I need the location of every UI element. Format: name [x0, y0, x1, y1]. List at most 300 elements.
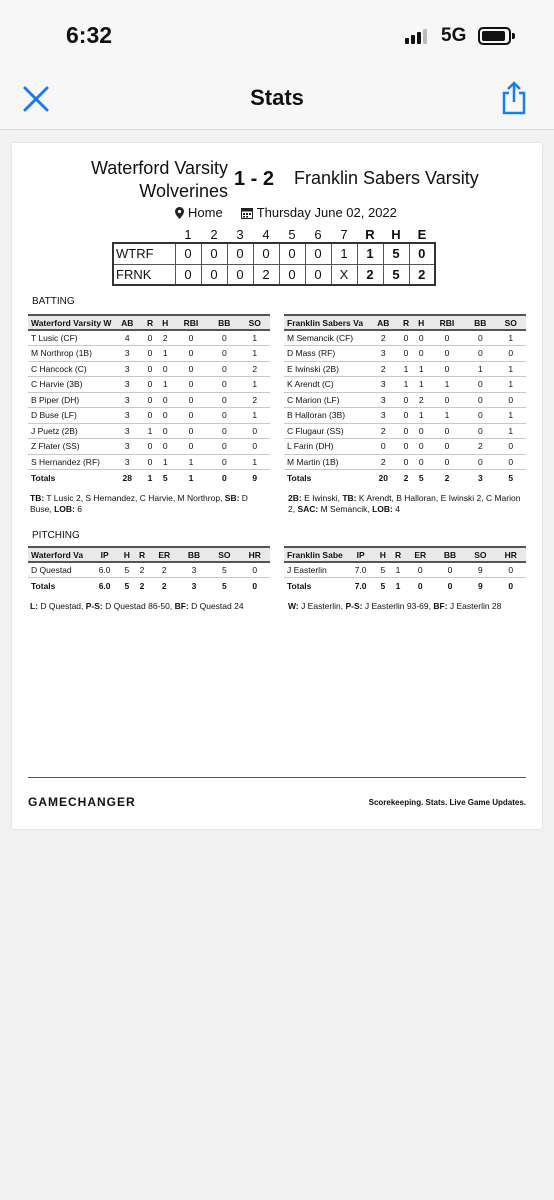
- stat-cell: 0: [414, 454, 429, 470]
- stat-column-header: IP: [90, 547, 119, 562]
- player-row: [284, 330, 526, 346]
- stat-cell: 1: [390, 562, 405, 578]
- player-name: S Hernandez (RF): [28, 454, 112, 470]
- stat-cell: 1: [496, 408, 526, 424]
- stat-cell: 0: [406, 578, 435, 595]
- player-name: M Northrop (1B): [28, 346, 112, 362]
- location-pin-icon: [175, 207, 184, 219]
- pitching-table-away: [284, 546, 526, 595]
- stat-cell: 0: [173, 423, 209, 439]
- player-name: L Farin (DH): [284, 439, 368, 455]
- stat-cell: 2: [368, 454, 398, 470]
- stat-cell: 5: [209, 578, 239, 595]
- stat-cell: 1: [398, 377, 413, 393]
- stat-cell: 5: [119, 578, 134, 595]
- note-label: TB:: [342, 493, 357, 503]
- player-name: Z Flater (SS): [28, 439, 112, 455]
- stat-column-header: BB: [179, 547, 209, 562]
- stat-cell: 3: [112, 377, 142, 393]
- team-column-header: Franklin Sabers Va: [284, 315, 368, 330]
- stat-cell: 0: [465, 392, 495, 408]
- stat-cell: 2: [150, 562, 179, 578]
- player-row: [284, 562, 526, 578]
- errors-total: 2: [409, 264, 435, 285]
- player-row: [284, 392, 526, 408]
- runs-header: R: [365, 227, 375, 242]
- note-text: D Questad 86-50,: [102, 601, 175, 611]
- stat-cell: 5: [496, 470, 526, 487]
- stat-cell: 1: [158, 346, 173, 362]
- stat-cell: 0: [142, 408, 157, 424]
- share-button[interactable]: [498, 80, 530, 116]
- inning-score: 0: [305, 264, 331, 285]
- box-score-document: [12, 143, 542, 829]
- signal-icon: [405, 29, 427, 44]
- totals-label: Totals: [28, 470, 112, 487]
- status-bar: [0, 0, 554, 70]
- note-label: W:: [288, 601, 299, 611]
- player-row: [28, 454, 270, 470]
- batting-label: BATTING: [32, 296, 75, 307]
- stat-cell: 0: [398, 346, 413, 362]
- stat-cell: 9: [465, 562, 495, 578]
- stat-cell: 0: [158, 392, 173, 408]
- stat-header-row: [28, 315, 270, 330]
- inning-header: 3: [236, 227, 244, 242]
- inning-score: 0: [305, 243, 331, 264]
- stat-column-header: IP: [346, 547, 375, 562]
- note-text: T Lusic 2, S Hernandez, C Harvie, M Northrop,: [44, 493, 225, 503]
- player-row: [28, 423, 270, 439]
- pitching-table-home: [28, 546, 270, 595]
- stat-cell: 0: [435, 562, 465, 578]
- stat-cell: 3: [112, 392, 142, 408]
- stat-cell: 3: [465, 470, 495, 487]
- player-row: [284, 423, 526, 439]
- stat-cell: 9: [240, 470, 270, 487]
- linescore-table: [112, 227, 436, 286]
- stat-cell: 0: [398, 423, 413, 439]
- inning-score: 0: [201, 243, 227, 264]
- stat-cell: 5: [414, 470, 429, 487]
- linescore-team: WTRF: [113, 243, 175, 264]
- note-label: P-S:: [85, 601, 103, 611]
- stat-cell: 2: [134, 562, 149, 578]
- stat-cell: 1: [240, 346, 270, 362]
- linescore-team: FRNK: [113, 264, 175, 285]
- stat-cell: 3: [368, 392, 398, 408]
- stat-cell: 0: [209, 408, 239, 424]
- stat-cell: 1: [173, 470, 209, 487]
- stat-cell: 3: [368, 346, 398, 362]
- stat-cell: 1: [142, 423, 157, 439]
- player-name: B Halloran (3B): [284, 408, 368, 424]
- stat-cell: 0: [414, 330, 429, 346]
- stat-cell: 28: [112, 470, 142, 487]
- stat-column-header: SO: [465, 547, 495, 562]
- hits-header: H: [391, 227, 401, 242]
- inning-score: 0: [227, 264, 253, 285]
- stat-cell: 1: [240, 454, 270, 470]
- player-name: M Semancik (CF): [284, 330, 368, 346]
- stat-cell: 0: [398, 439, 413, 455]
- player-name: E Iwinski (2B): [284, 361, 368, 377]
- stat-column-header: H: [375, 547, 390, 562]
- stat-column-header: BB: [209, 315, 239, 330]
- stat-cell: 0: [240, 423, 270, 439]
- stat-column-header: HR: [240, 547, 270, 562]
- stat-cell: 0: [142, 377, 157, 393]
- stat-cell: 0: [465, 423, 495, 439]
- stat-cell: 0: [209, 439, 239, 455]
- stat-cell: 0: [429, 423, 465, 439]
- inning-header: 2: [210, 227, 218, 242]
- stat-cell: 0: [496, 392, 526, 408]
- stat-column-header: H: [158, 315, 173, 330]
- note-text: J Easterlin,: [298, 601, 346, 611]
- note-text: M Semancik,: [318, 504, 373, 514]
- note-text: D Buse,: [30, 493, 248, 514]
- stat-cell: 3: [112, 408, 142, 424]
- player-name: C Marion (LF): [284, 392, 368, 408]
- stat-column-header: HR: [496, 547, 526, 562]
- stat-cell: 3: [368, 408, 398, 424]
- stat-cell: 0: [173, 439, 209, 455]
- stat-cell: 0: [429, 346, 465, 362]
- note-label: SAC:: [297, 504, 319, 514]
- stat-cell: 0: [414, 439, 429, 455]
- stat-cell: 0: [398, 454, 413, 470]
- note-label: BF:: [174, 601, 189, 611]
- nav-bar: [0, 70, 554, 130]
- stat-cell: 3: [179, 562, 209, 578]
- stat-cell: 0: [429, 330, 465, 346]
- stat-cell: 3: [112, 346, 142, 362]
- stat-cell: 1: [496, 377, 526, 393]
- player-name: D Questad: [28, 562, 90, 578]
- game-location: Home: [188, 205, 223, 220]
- linescore-header: [113, 227, 435, 243]
- note-label: BF:: [433, 601, 448, 611]
- stat-cell: 0: [173, 346, 209, 362]
- stat-cell: 0: [209, 346, 239, 362]
- note-text: K Arendt, B Halloran, E Iwinski 2, C Marion 2,: [288, 493, 521, 514]
- note-label: P-S:: [345, 601, 363, 611]
- batting-notes-away: [288, 493, 526, 515]
- status-time: 6:32: [66, 22, 113, 48]
- stat-cell: 0: [429, 392, 465, 408]
- stat-cell: 0: [209, 470, 239, 487]
- inning-score: 2: [253, 264, 279, 285]
- home-team-line2: Wolverines: [139, 181, 228, 201]
- player-name: M Martin (1B): [284, 454, 368, 470]
- stat-cell: 1: [414, 377, 429, 393]
- player-name: D Buse (LF): [28, 408, 112, 424]
- inning-score: 0: [175, 243, 201, 264]
- stat-column-header: AB: [368, 315, 398, 330]
- stat-cell: 0: [496, 454, 526, 470]
- stat-cell: 5: [158, 470, 173, 487]
- stat-cell: 0: [406, 562, 435, 578]
- stat-cell: 2: [414, 392, 429, 408]
- stat-cell: 2: [368, 330, 398, 346]
- stat-column-header: SO: [240, 315, 270, 330]
- linescore-row: [113, 264, 435, 285]
- game-meta: [175, 205, 397, 220]
- stat-cell: 6.0: [90, 578, 119, 595]
- note-text: D Questad 24: [188, 601, 244, 611]
- stat-cell: 0: [414, 423, 429, 439]
- inning-score: 0: [201, 264, 227, 285]
- stat-cell: 0: [465, 377, 495, 393]
- stat-cell: 0: [465, 454, 495, 470]
- stat-cell: 0: [158, 361, 173, 377]
- stat-cell: 0: [158, 408, 173, 424]
- calendar-icon: [241, 207, 253, 219]
- share-icon: [498, 80, 530, 116]
- stat-cell: 1: [240, 408, 270, 424]
- totals-row: [284, 470, 526, 487]
- home-team-name: [42, 157, 228, 203]
- stat-cell: 2: [240, 361, 270, 377]
- stat-column-header: R: [142, 315, 157, 330]
- stat-cell: 1: [158, 377, 173, 393]
- stat-cell: 0: [173, 330, 209, 346]
- linescore-row: [113, 243, 435, 264]
- footer-divider: [28, 777, 526, 778]
- stat-column-header: RBI: [173, 315, 209, 330]
- away-team-name: Franklin Sabers Varsity: [294, 168, 479, 188]
- stat-cell: 0: [414, 346, 429, 362]
- stat-cell: 2: [134, 578, 149, 595]
- stat-column-header: AB: [112, 315, 142, 330]
- stat-cell: 5: [375, 562, 390, 578]
- stat-cell: 7.0: [346, 578, 375, 595]
- totals-row: [28, 578, 270, 595]
- stat-cell: 1: [414, 361, 429, 377]
- stat-cell: 3: [112, 423, 142, 439]
- stat-cell: 0: [429, 439, 465, 455]
- network-type: 5G: [441, 25, 467, 46]
- player-row: [284, 408, 526, 424]
- player-row: [28, 392, 270, 408]
- home-team-line1: Waterford Varsity: [90, 158, 228, 178]
- totals-row: [28, 470, 270, 487]
- stat-cell: 5: [375, 578, 390, 595]
- player-name: C Flugaur (SS): [284, 423, 368, 439]
- inning-header: 6: [314, 227, 322, 242]
- stat-cell: 1: [158, 454, 173, 470]
- stat-cell: 3: [368, 377, 398, 393]
- stat-cell: 5: [209, 562, 239, 578]
- team-column-header: Franklin Sabe: [284, 547, 346, 562]
- player-row: [284, 346, 526, 362]
- stat-cell: 3: [112, 454, 142, 470]
- player-name: D Mass (RF): [284, 346, 368, 362]
- stat-cell: 7.0: [346, 562, 375, 578]
- stat-cell: 1: [390, 578, 405, 595]
- player-name: C Hancock (C): [28, 361, 112, 377]
- stat-column-header: BB: [465, 315, 495, 330]
- stat-column-header: ER: [150, 547, 179, 562]
- totals-label: Totals: [28, 578, 90, 595]
- stat-cell: 0: [496, 578, 526, 595]
- footer-tagline: Scorekeeping. Stats. Live Game Updates.: [368, 798, 526, 807]
- player-row: [28, 439, 270, 455]
- player-row: [28, 377, 270, 393]
- stat-cell: 4: [112, 330, 142, 346]
- stat-cell: 0: [209, 392, 239, 408]
- stat-column-header: SO: [209, 547, 239, 562]
- stat-cell: 0: [429, 454, 465, 470]
- pitching-label: PITCHING: [32, 530, 80, 541]
- stat-cell: 9: [465, 578, 495, 595]
- stat-cell: 1: [496, 423, 526, 439]
- stat-cell: 0: [465, 346, 495, 362]
- stat-cell: 2: [240, 392, 270, 408]
- stat-cell: 0: [158, 423, 173, 439]
- player-name: J Easterlin: [284, 562, 346, 578]
- battery-icon: [478, 27, 511, 45]
- gamechanger-logo: GAMECHANGER: [28, 795, 136, 809]
- player-row: [284, 361, 526, 377]
- stat-cell: 2: [398, 470, 413, 487]
- stat-cell: 0: [435, 578, 465, 595]
- stat-cell: 1: [173, 454, 209, 470]
- stat-column-header: H: [414, 315, 429, 330]
- inning-score: 0: [227, 243, 253, 264]
- stat-cell: 0: [209, 330, 239, 346]
- note-label: L:: [30, 601, 39, 611]
- stat-cell: 1: [240, 377, 270, 393]
- stat-cell: 1: [496, 361, 526, 377]
- note-label: TB:: [30, 493, 45, 503]
- stat-column-header: RBI: [429, 315, 465, 330]
- hits-total: 5: [383, 264, 409, 285]
- hits-total: 5: [383, 243, 409, 264]
- player-name: T Lusic (CF): [28, 330, 112, 346]
- stat-cell: 1: [496, 330, 526, 346]
- game-date: Thursday June 02, 2022: [256, 205, 397, 220]
- stat-cell: 0: [173, 408, 209, 424]
- batting-table-away: [284, 314, 526, 487]
- stat-cell: 0: [142, 330, 157, 346]
- totals-label: Totals: [284, 578, 346, 595]
- stat-cell: 0: [368, 439, 398, 455]
- stat-header-row: [284, 315, 526, 330]
- stat-cell: 0: [496, 439, 526, 455]
- totals-row: [284, 578, 526, 595]
- player-row: [28, 346, 270, 362]
- runs-total: 2: [357, 264, 383, 285]
- player-row: [284, 377, 526, 393]
- stat-column-header: R: [398, 315, 413, 330]
- stat-cell: 0: [496, 562, 526, 578]
- player-row: [28, 408, 270, 424]
- note-text: E Iwinski,: [301, 493, 343, 503]
- stat-cell: 0: [158, 439, 173, 455]
- player-row: [28, 361, 270, 377]
- inning-header: 1: [184, 227, 192, 242]
- note-text: J Easterlin 93-69,: [362, 601, 434, 611]
- errors-header: E: [417, 227, 427, 242]
- player-name: J Puetz (2B): [28, 423, 112, 439]
- stat-cell: 2: [465, 439, 495, 455]
- note-label: LOB:: [372, 504, 393, 514]
- player-name: K Arendt (C): [284, 377, 368, 393]
- stat-cell: 0: [496, 346, 526, 362]
- stat-cell: 1: [142, 470, 157, 487]
- player-row: [284, 454, 526, 470]
- stat-cell: 0: [398, 408, 413, 424]
- team-column-header: Waterford Varsity W: [28, 315, 112, 330]
- stat-cell: 0: [142, 361, 157, 377]
- stat-cell: 1: [398, 361, 413, 377]
- stat-cell: 0: [465, 408, 495, 424]
- stat-cell: 0: [429, 361, 465, 377]
- errors-total: 0: [409, 243, 435, 264]
- stat-cell: 0: [173, 392, 209, 408]
- totals-label: Totals: [284, 470, 368, 487]
- stat-cell: 0: [142, 439, 157, 455]
- stat-cell: 0: [209, 454, 239, 470]
- player-row: [28, 562, 270, 578]
- stat-column-header: R: [134, 547, 149, 562]
- inning-score: 0: [279, 264, 305, 285]
- stat-cell: 0: [209, 423, 239, 439]
- stat-column-header: R: [390, 547, 405, 562]
- note-text: 6: [74, 504, 82, 514]
- stat-cell: 0: [173, 361, 209, 377]
- pitching-notes-home: [30, 601, 270, 612]
- batting-table-home: [28, 314, 270, 487]
- stat-cell: 20: [368, 470, 398, 487]
- stat-cell: 0: [173, 377, 209, 393]
- stat-cell: 0: [142, 346, 157, 362]
- inning-header: 4: [262, 227, 270, 242]
- stat-cell: 1: [429, 408, 465, 424]
- stat-column-header: H: [119, 547, 134, 562]
- stat-column-header: SO: [496, 315, 526, 330]
- stat-cell: 1: [240, 330, 270, 346]
- stat-header-row: [28, 547, 270, 562]
- note-label: LOB:: [54, 504, 75, 514]
- stat-cell: 0: [398, 330, 413, 346]
- stat-cell: 3: [112, 439, 142, 455]
- stat-cell: 0: [240, 578, 270, 595]
- inning-score: 0: [175, 264, 201, 285]
- player-name: B Piper (DH): [28, 392, 112, 408]
- final-score: 1 - 2: [234, 168, 275, 190]
- runs-total: 1: [357, 243, 383, 264]
- inning-score: X: [331, 264, 357, 285]
- inning-score: 0: [279, 243, 305, 264]
- stat-cell: 0: [240, 439, 270, 455]
- stat-cell: 0: [209, 361, 239, 377]
- inning-score: 1: [331, 243, 357, 264]
- note-text: J Easterlin 28: [447, 601, 502, 611]
- pitching-notes-away: [288, 601, 526, 612]
- stat-cell: 3: [179, 578, 209, 595]
- note-text: D Questad,: [38, 601, 86, 611]
- stat-cell: 0: [240, 562, 270, 578]
- player-row: [284, 439, 526, 455]
- stat-cell: 2: [158, 330, 173, 346]
- stat-cell: 2: [368, 361, 398, 377]
- stat-cell: 1: [465, 361, 495, 377]
- stat-header-row: [284, 547, 526, 562]
- stat-cell: 0: [209, 377, 239, 393]
